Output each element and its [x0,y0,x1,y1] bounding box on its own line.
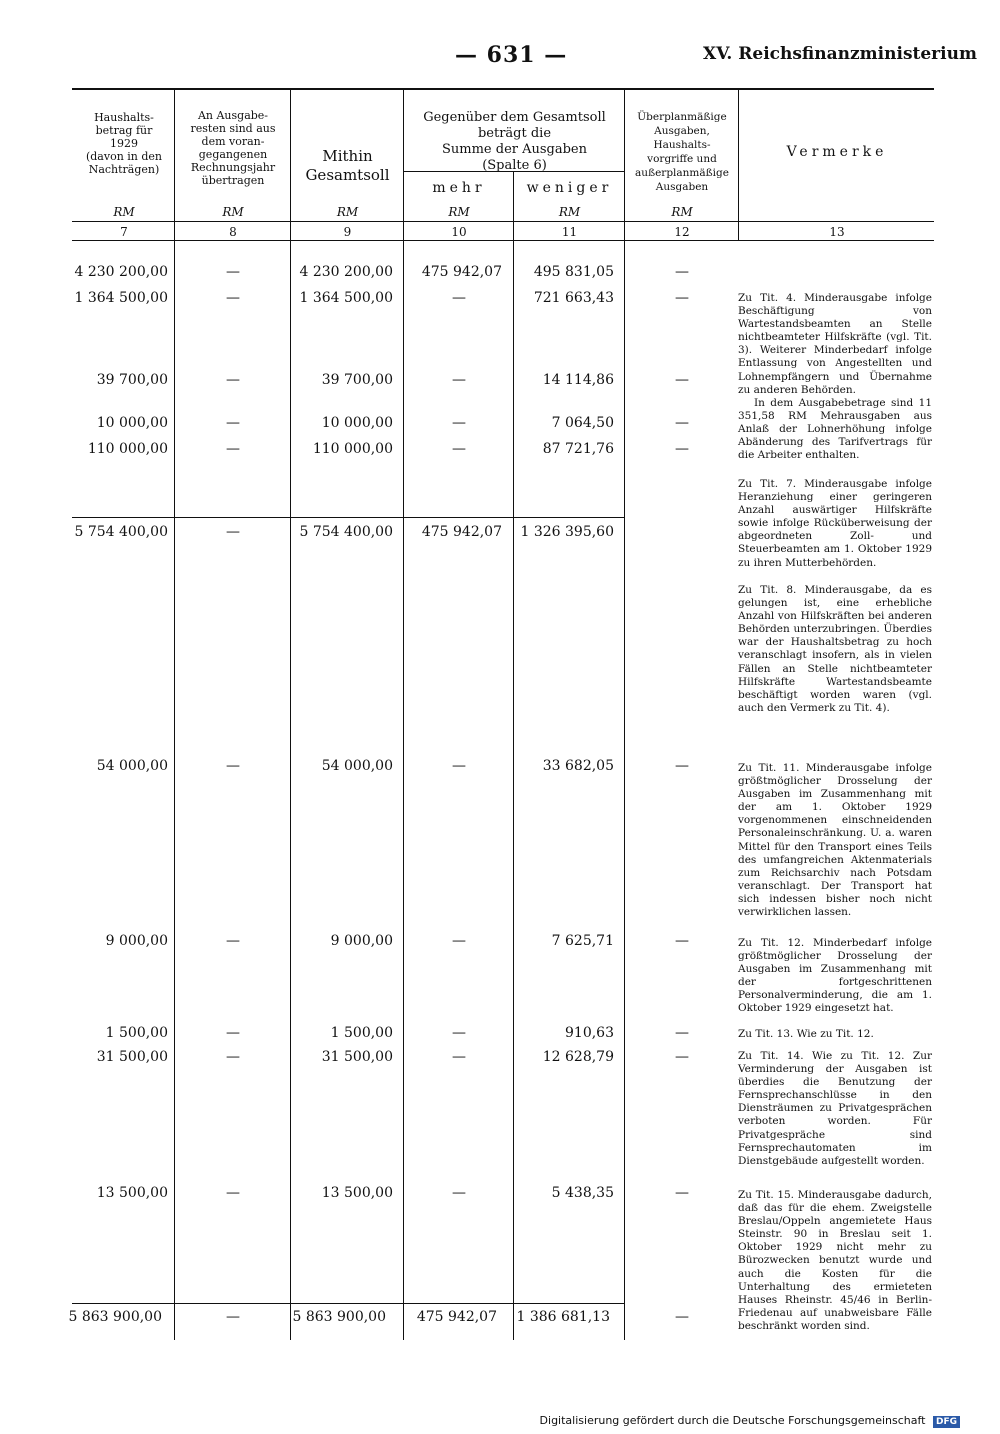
cell-c8: — [226,372,240,388]
cell-c11: 7 064,50 [551,415,614,431]
note-tit-4: Zu Tit. 4. Minderausgabe infolge Beschäftigung von Wartestandsbeamten an Stelle nichtbeamteter Hilfskräfte (vgl. Tit. 3). Weiterer Minderbedarf infolge Entlassung von Angestellten und Lohnempfängern und Übernahme zu anderen Behörden. In dem Ausgabebetrage sind 11 351,58 RM Mehrausgaben aus Anlaß der Lohnerhöhung infolge Abänderung des Tarifvertrags für die Arbeiter enthalten. [738,292,932,462]
cell-c7: 1 500,00 [105,1025,168,1041]
total-c11: 1 386 681,13 [516,1309,610,1325]
page-number: — 631 — [455,42,568,68]
cell-c9: 54 000,00 [321,758,393,774]
col-divider-9-10 [403,88,404,1340]
col9-number: 9 [343,225,352,239]
cell-c12: — [675,264,689,280]
cell-c7: 4 230 200,00 [74,264,168,280]
note-tit-13: Zu Tit. 13. Wie zu Tit. 12. [738,1028,874,1040]
subtotal-c8: — [226,524,240,540]
cell-c12: — [675,290,689,306]
cell-c12: — [675,441,689,457]
cell-c11: 33 682,05 [542,758,614,774]
cell-c9: 1 500,00 [330,1025,393,1041]
cell-c7: 1 364 500,00 [74,290,168,306]
note-tit-15: Zu Tit. 15. Minderausgabe dadurch, daß das für die ehem. Zweigstelle Breslau/Oppeln angemietete Haus Steinstr. 90 in Breslau seit 1. Oktober 1929 nicht mehr zu Bürozwecken benutzt wurde und auch die Kosten für die Unterhaltung des ermieteten Hauses Rheinstr. 45/46 in Berlin-Friedenau auf unabweisbare Fälle beschränkt worden sind. [738,1189,932,1332]
cell-c11: 495 831,05 [533,264,614,280]
cell-c10: — [452,758,466,774]
subtotal-c11: 1 326 395,60 [520,524,614,540]
cell-c10: — [452,372,466,388]
colno-rule [72,240,934,241]
cell-c11: 12 628,79 [542,1049,614,1065]
col-divider-10-11 [513,171,514,1340]
note-tit-14: Zu Tit. 14. Wie zu Tit. 12. Zur Verminderung der Ausgaben ist überdies die Benutzung der Fernsprechanschlüsse in den Diensträumen zu Privatgesprächen verboten worden. Für Privatgespräche sind Fernsprechautomaten im Dienstgebäude aufgestellt worden. [738,1050,932,1167]
cell-c9: 13 500,00 [321,1185,393,1201]
total-c12: — [675,1309,689,1325]
cell-c9: 39 700,00 [321,372,393,388]
total-rule [72,1303,624,1304]
cell-c11: 910,63 [565,1025,614,1041]
cell-c10: — [452,933,466,949]
cell-c7: 10 000,00 [96,415,168,431]
cell-c10: — [452,415,466,431]
col13-number: 13 [829,225,845,239]
cell-c11: 721 663,43 [533,290,614,306]
cell-c10: — [452,1025,466,1041]
note-tit-7: Zu Tit. 7. Minderausgabe infolge Heranziehung einer geringeren Anzahl auswärtiger Hilfskräfte sowie infolge Rücküberweisung der abgeordneten Zoll- und Steuerbeamten am 1. Oktober 1929 zu ihren Mutterbehörden. [738,478,932,569]
note-tit-11: Zu Tit. 11. Minderausgabe infolge größtmöglicher Drosselung der Ausgaben im Zusammenhang mit der am 1. Oktober 1929 vorgenommenen einschneidenden Personaleinschränkung. U. a. waren Mittel für den Transport eines Teils des umfangreichen Aktenmaterials zum Reichsarchiv nach Potsdam veranschlagt. Der Transport hat sich indessen bisher noch nicht verwirklichen lassen. [738,762,932,919]
cell-c9: 1 364 500,00 [299,290,393,306]
total-c10: 475 942,07 [416,1309,497,1325]
total-c8: — [226,1309,240,1325]
table-top-rule [72,88,934,90]
subtotal-c9: 5 754 400,00 [299,524,393,540]
cell-c8: — [226,1049,240,1065]
group-header: Gegenüber dem Gesamtsoll beträgt die Summe der Ausgaben (Spalte 6) [423,110,606,173]
cell-c7: 13 500,00 [96,1185,168,1201]
cell-c9: 110 000,00 [312,441,393,457]
cell-c10: — [452,1049,466,1065]
col7-unit: RM [113,205,135,219]
cell-c7: 9 000,00 [105,933,168,949]
cell-c8: — [226,933,240,949]
subtotal-rule [72,517,624,518]
total-c9: 5 863 900,00 [292,1309,386,1325]
cell-c11: 7 625,71 [551,933,614,949]
cell-c8: — [226,441,240,457]
total-c7: 5 863 900,00 [68,1309,162,1325]
cell-c12: — [675,415,689,431]
subtotal-c10: 475 942,07 [421,524,502,540]
cell-c10: — [452,1185,466,1201]
col7-number: 7 [120,225,128,239]
col11-number: 11 [561,225,578,239]
dfg-logo-icon: DFG [933,1416,960,1428]
cell-c12: — [675,933,689,949]
col-divider-11-12 [624,88,625,1340]
col7-header: Haushalts- betrag für 1929 (davon in den Nachträgen) [85,111,163,176]
cell-c8: — [226,290,240,306]
cell-c8: — [226,1025,240,1041]
footer-text: Digitalisierung gefördert durch die Deutsche Forschungsgemeinschaft [539,1414,926,1427]
col8-number: 8 [229,225,237,239]
cell-c10: 475 942,07 [421,264,502,280]
col12-header: Überplanmäßige Ausgaben, Haushalts- vorgriffe und außerplanmäßige Ausgaben [635,111,729,193]
note-tit-12: Zu Tit. 12. Minderbedarf infolge größtmöglicher Drosselung der Ausgaben im Zusammenhang mit der fortgeschrittenen Personalverminderung, die am 1. Oktober 1929 eingesetzt hat. [738,937,932,1015]
cell-c12: — [675,372,689,388]
subtotal-c7: 5 754 400,00 [74,524,168,540]
col11-header: weniger [526,180,613,196]
col10-header: mehr [432,180,486,196]
cell-c9: 10 000,00 [321,415,393,431]
cell-c8: — [226,264,240,280]
cell-c11: 87 721,76 [542,441,614,457]
note-tit-8: Zu Tit. 8. Minderausgabe, da es gelungen ist, eine erhebliche Anzahl von Hilfskräften bei anderen Behörden unterzubringen. Überdies war der Haushaltsbetrag zu hoch veranschlagt insofern, als in vielen Fällen an Stelle nichtbeamteter Hilfskräfte Wartestandsbeamte beschäftigt worden waren (vgl. auch den Vermerk zu Tit. 4). [738,584,932,714]
col9-unit: RM [336,205,359,219]
col12-unit: RM [671,205,693,219]
col10-unit: RM [448,205,470,219]
cell-c7: 110 000,00 [87,441,168,457]
cell-c10: — [452,290,466,306]
digitization-footer [540,1414,960,1428]
cell-c7: 31 500,00 [96,1049,168,1065]
col-divider-12-13 [738,88,739,240]
cell-c9: 9 000,00 [330,933,393,949]
unit-rule [72,221,934,222]
cell-c12: — [675,758,689,774]
col8-unit: RM [222,205,244,219]
col-divider-8-9 [290,88,291,1340]
col-divider-7-8 [174,88,175,1340]
cell-c10: — [452,441,466,457]
col13-header: Vermerke [786,144,888,160]
col8-header: An Ausgabe- resten sind aus dem voran- gegangenen Rechnungsjahr übertragen [190,109,276,187]
col9-header: Mithin Gesamtsoll [305,147,390,184]
cell-c11: 14 114,86 [542,372,614,388]
col11-unit: RM [558,205,581,219]
cell-c7: 39 700,00 [96,372,168,388]
col10-number: 10 [451,225,467,239]
cell-c8: — [226,1185,240,1201]
cell-c8: — [226,415,240,431]
cell-c11: 5 438,35 [551,1185,614,1201]
section-title: XV. Reichsfinanzministerium [703,44,977,64]
cell-c12: — [675,1025,689,1041]
col12-number: 12 [674,225,690,239]
cell-c9: 4 230 200,00 [299,264,393,280]
cell-c9: 31 500,00 [321,1049,393,1065]
cell-c7: 54 000,00 [96,758,168,774]
cell-c12: — [675,1185,689,1201]
cell-c8: — [226,758,240,774]
cell-c12: — [675,1049,689,1065]
